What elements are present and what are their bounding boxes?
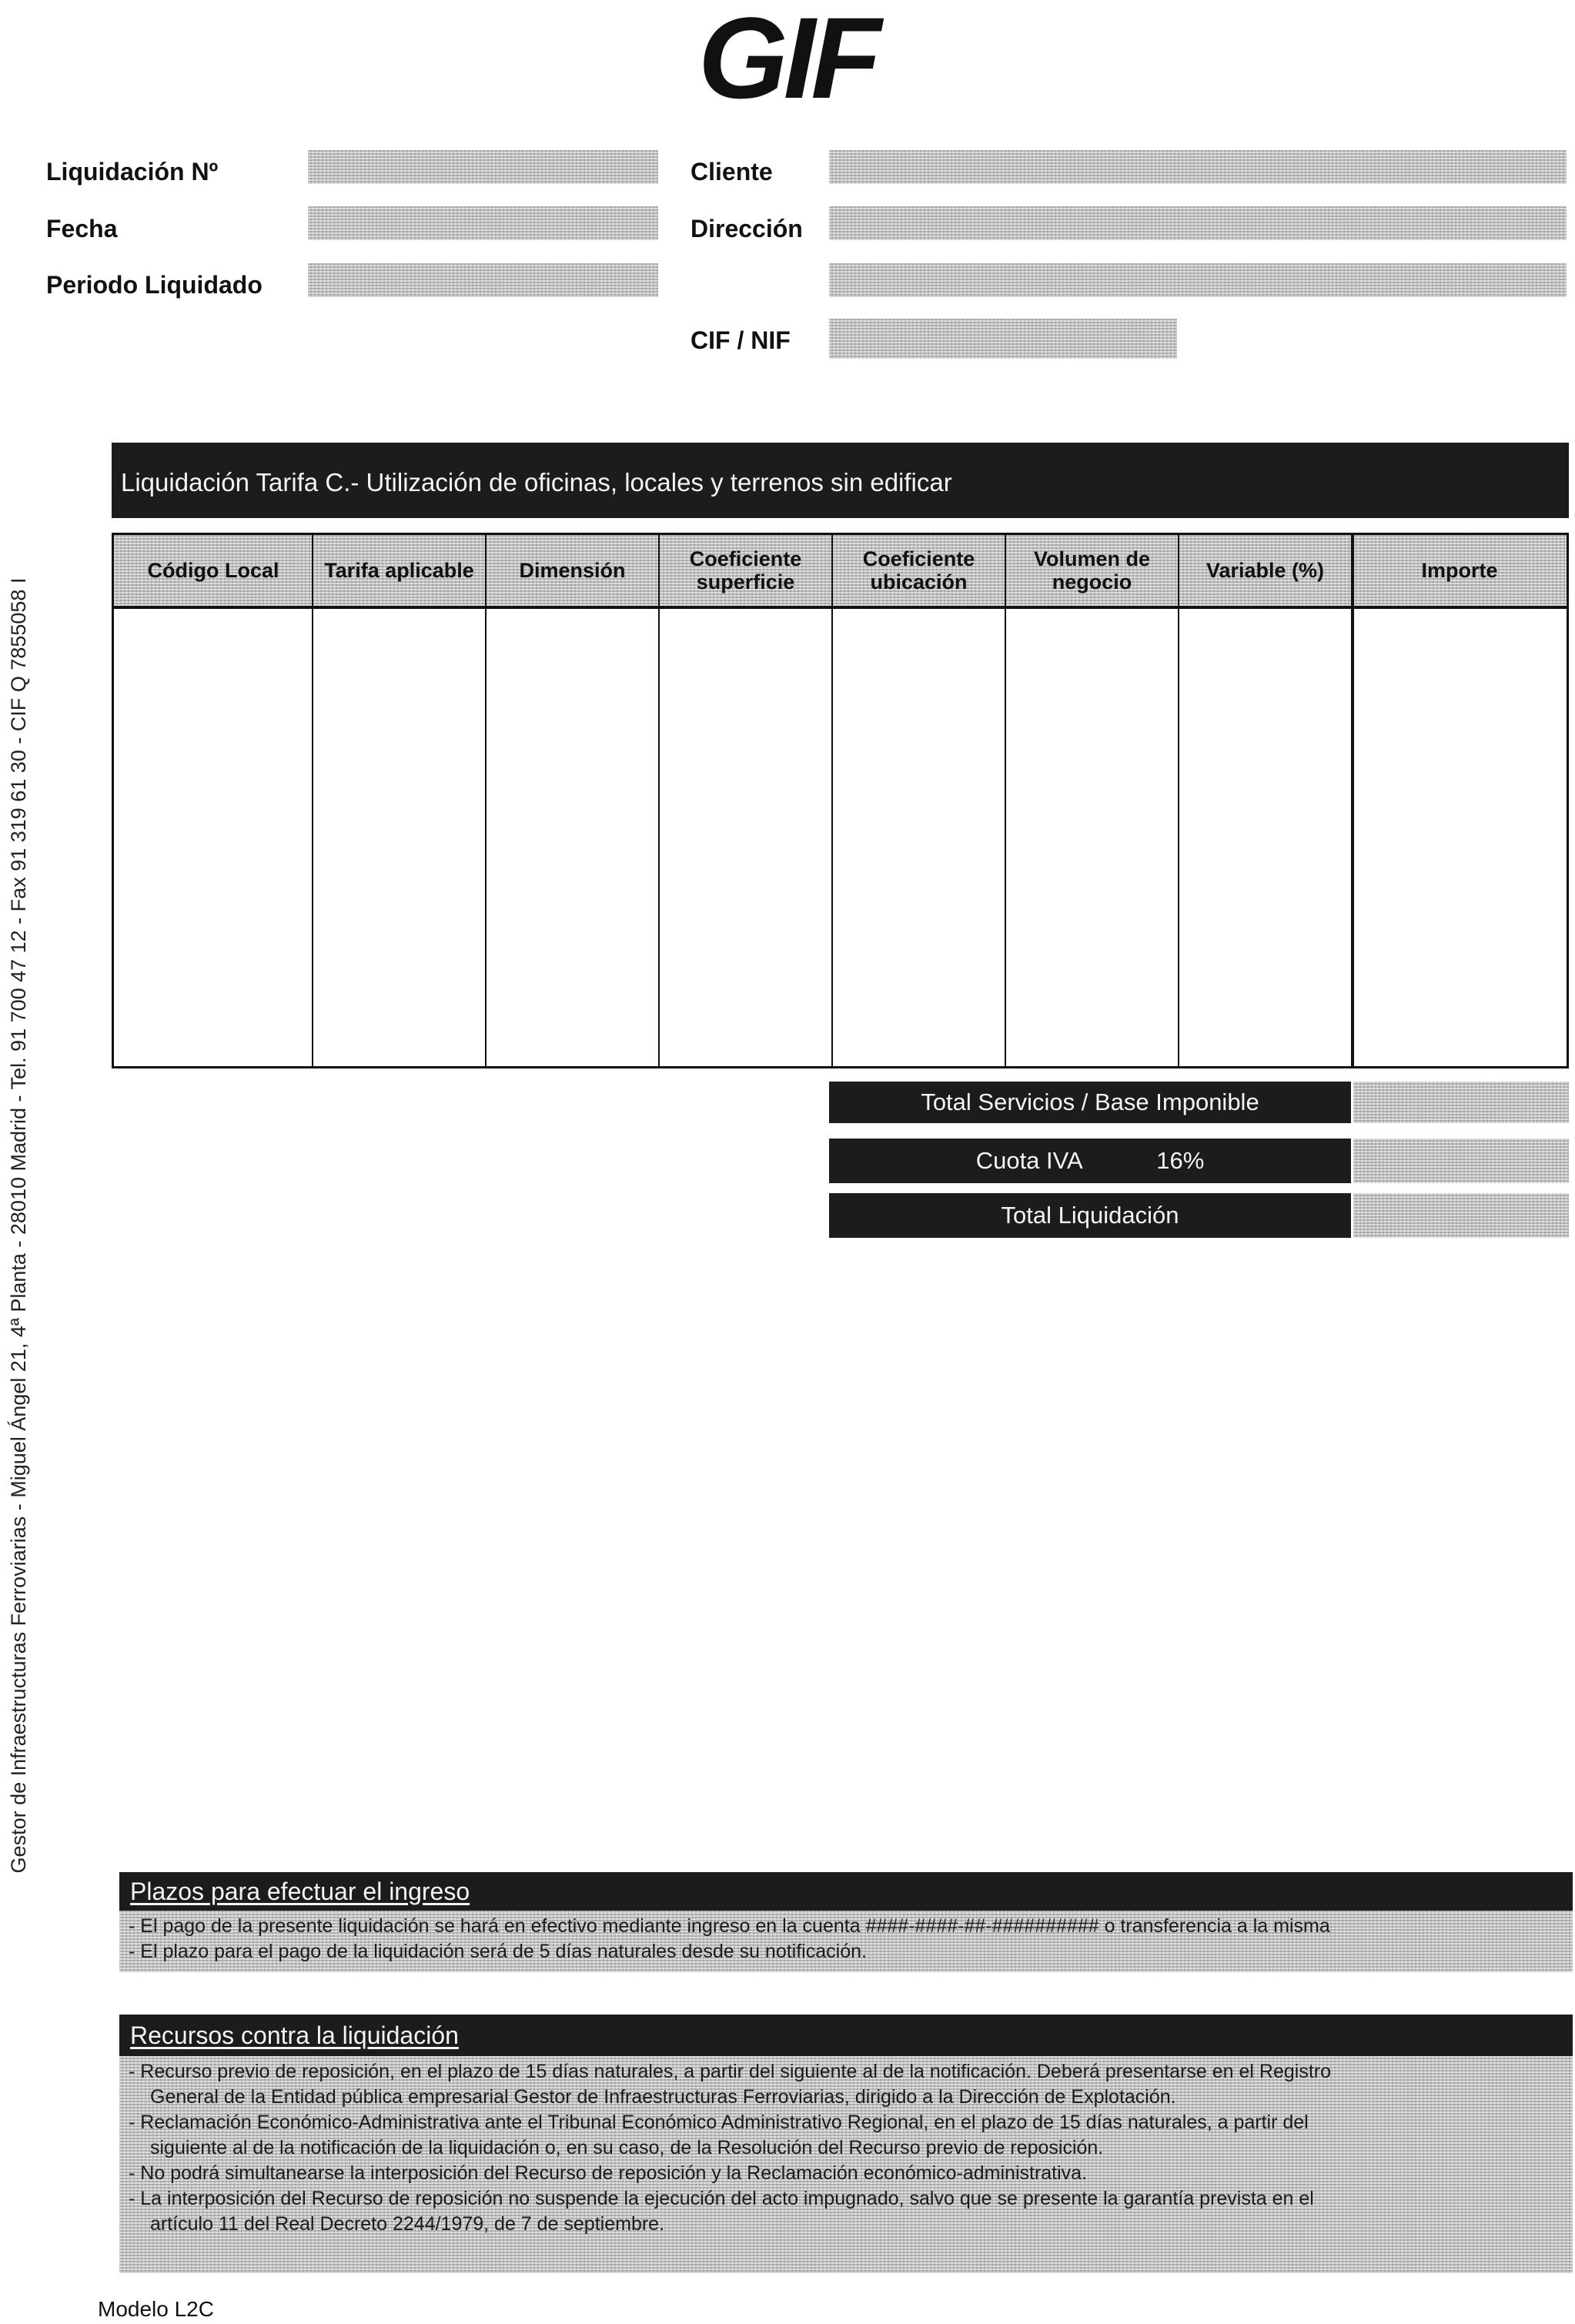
column-divider — [1005, 535, 1006, 1066]
column-header-coef-superficie: Coeficiente superficie — [689, 547, 802, 594]
recursos-body — [119, 2056, 1573, 2273]
plazos-line: - El plazo para el pago de la liquidación será de 5 días naturales desde su notificación. — [129, 1941, 867, 1962]
total-liquidacion-value — [1353, 1193, 1569, 1238]
cliente-label: Cliente — [691, 158, 773, 186]
plazos-title: Plazos para efectuar el ingreso — [130, 1878, 470, 1905]
column-divider — [1178, 535, 1179, 1066]
recursos-line: - Reclamación Económico-Administrativa ante el Tribunal Económico Administrativo Regional, en el plazo de 15 días naturales, a partir del — [129, 2112, 1309, 2133]
side-address-text: Gestor de Infraestructuras Ferroviarias - Miguel Ángel 21, 4ª Planta - 28010 Madrid - Tel. 91 700 47 12 - Fax 91 319 61 30 - CIF Q 7855058 I — [7, 577, 30, 1874]
plazos-header — [119, 1872, 1573, 1911]
column-header-importe: Importe — [1421, 559, 1498, 582]
fecha-field — [308, 206, 658, 240]
cuota-iva-value — [1353, 1139, 1569, 1183]
column-divider — [312, 535, 313, 1066]
direccion-label: Dirección — [691, 215, 803, 242]
column-divider — [485, 535, 487, 1066]
recursos-line: General de la Entidad pública empresarial Gestor de Infraestructuras Ferroviarias, dirigido a la Dirección de Explotación. — [150, 2086, 1176, 2108]
total-liquidacion-label: Total Liquidación — [1001, 1202, 1179, 1229]
column-header-coef-ubicacion: Coeficiente ubicación — [862, 547, 975, 594]
table-title: Liquidación Tarifa C.- Utilización de oficinas, locales y terrenos sin edificar — [121, 468, 952, 497]
recursos-line: - La interposición del Recurso de reposición no suspende la ejecución del acto impugnado, salvo que se presente la garantía prevista en el — [129, 2188, 1314, 2209]
cuota-iva-bar — [829, 1139, 1351, 1183]
direccion-field-line2 — [829, 263, 1567, 297]
column-header-dimension: Dimensión — [519, 559, 626, 582]
periodo-field — [308, 263, 658, 297]
recursos-line: - No podrá simultanearse la interposición del Recurso de reposición y la Reclamación económico-administrativa. — [129, 2162, 1088, 2184]
gif-logo: GIF — [698, 0, 877, 122]
recursos-line: siguiente al de la notificación de la liquidación o, en su caso, de la Resolución del Recurso previo de reposición. — [150, 2137, 1104, 2158]
liquidacion-field — [308, 150, 658, 184]
column-header-codigo-local: Código Local — [147, 559, 279, 582]
footer-model-code: Modelo L2C — [98, 2297, 214, 2321]
total-base-value — [1353, 1082, 1569, 1123]
cif-field — [829, 319, 1177, 359]
column-header-variable: Variable (%) — [1205, 559, 1325, 582]
total-base-bar — [829, 1082, 1351, 1123]
table-title-bar — [112, 443, 1569, 518]
cif-label: CIF / NIF — [691, 326, 791, 354]
column-divider — [831, 535, 833, 1066]
periodo-label: Periodo Liquidado — [46, 271, 262, 299]
recursos-line: artículo 11 del Real Decreto 2244/1979, de 7 de septiembre. — [150, 2213, 665, 2235]
cliente-field — [829, 150, 1567, 184]
recursos-title: Recursos contra la liquidación — [130, 2021, 459, 2049]
cuota-iva-label: Cuota IVA — [975, 1147, 1082, 1174]
direccion-field-line1 — [829, 206, 1567, 240]
column-divider — [658, 535, 660, 1066]
column-header-tarifa: Tarifa aplicable — [324, 559, 474, 582]
column-header-volumen-negocio: Volumen de negocio — [1033, 547, 1151, 594]
total-liquidacion-bar — [829, 1193, 1351, 1238]
plazos-body — [119, 1911, 1573, 1972]
liquidacion-table — [112, 533, 1569, 1068]
fecha-label: Fecha — [46, 215, 118, 242]
iva-rate: 16% — [1156, 1147, 1205, 1174]
recursos-line: - Recurso previo de reposición, en el plazo de 15 días naturales, a partir del siguiente al de la notificación. Deberá presentarse en el Registro — [129, 2061, 1332, 2082]
total-base-label: Total Servicios / Base Imponible — [921, 1088, 1259, 1115]
plazos-line: - El pago de la presente liquidación se hará en efectivo mediante ingreso en la cuenta ####-####-##-########## o transferencia a la misma — [129, 1915, 1330, 1937]
liquidacion-label: Liquidación Nº — [46, 158, 219, 186]
recursos-header — [119, 2015, 1573, 2056]
column-divider — [1351, 535, 1354, 1066]
